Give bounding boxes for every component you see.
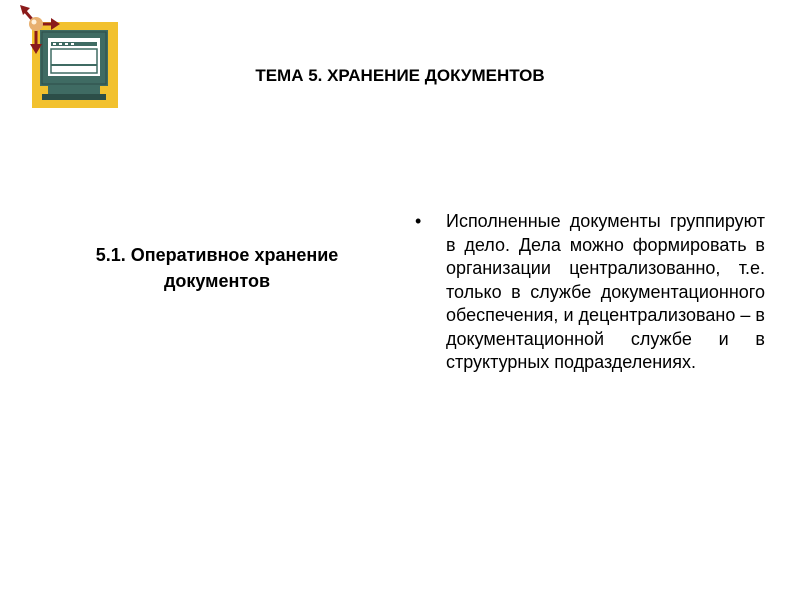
bullet-text: Исполненные документы группируют в дело. Дела можно формировать в организации централизованно, т.е. только в службе документационного обеспечения, и децентрализовано – в документационной службе и в структурных подразделениях. [446,211,765,372]
bullet-list [412,210,765,375]
slide-title: ТЕМА 5. ХРАНЕНИЕ ДОКУМЕНТОВ [255,66,545,85]
bullet-icon: • [415,211,422,231]
bullet-item [412,210,765,375]
computer-monitor-logo-icon [18,2,122,110]
section-heading-line-1: 5.1. Оперативное хранение [95,245,339,265]
section-heading-line-2: документов [163,271,271,291]
section-heading [52,242,382,294]
